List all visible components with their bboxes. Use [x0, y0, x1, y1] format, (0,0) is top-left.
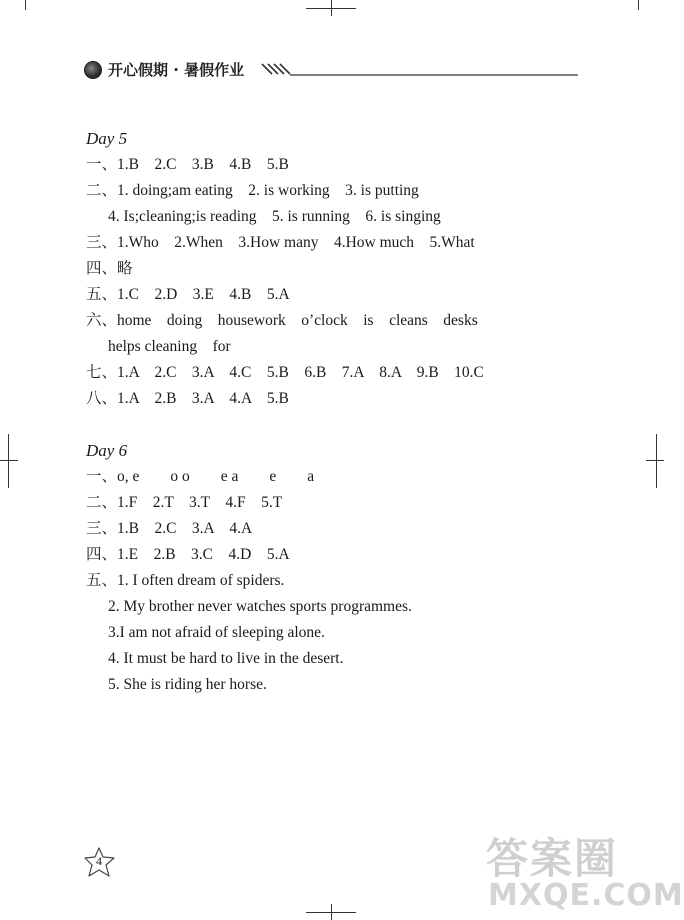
- answer-line: 一、o, e o o e a e a: [86, 468, 315, 485]
- bullet-circle-icon: [84, 61, 102, 79]
- answer-line: 4. Is;cleaning;is reading 5. is running 6. is singing: [108, 208, 441, 225]
- crop-mark-left-v: [8, 434, 9, 488]
- answer-line: 4. It must be hard to live in the desert.: [108, 650, 344, 667]
- answer-line: 五、1.C 2.D 3.E 4.B 5.A: [86, 286, 290, 303]
- answer-line: 3.I am not afraid of sleeping alone.: [108, 624, 325, 641]
- header-rule-decoration: [260, 60, 580, 80]
- watermark: [486, 826, 684, 920]
- section-gap: [86, 412, 606, 438]
- answer-line: 五、1. I often dream of spiders.: [86, 572, 285, 589]
- answer-line: 二、1.F 2.T 3.T 4.F 5.T: [86, 494, 283, 511]
- watermark-url: MXQE.COM: [488, 878, 684, 913]
- crop-mark-right-v: [656, 434, 657, 488]
- crop-mark-right-h: [646, 460, 664, 461]
- watermark-logo-text: 答案圈: [486, 834, 619, 883]
- day-heading: Day 5: [86, 129, 128, 148]
- page-number-text: 4: [96, 854, 102, 868]
- crop-mark-bottom-center-h: [306, 912, 356, 913]
- answer-line: 四、略: [86, 260, 133, 277]
- page-header: [84, 58, 584, 88]
- page-number: [84, 846, 118, 878]
- answer-line: 5. She is riding her horse.: [108, 676, 267, 693]
- answer-line: 七、1.A 2.C 3.A 4.C 5.B 6.B 7.A 8.A 9.B 10.C: [86, 364, 484, 381]
- crop-mark-top-right: [638, 0, 639, 10]
- crop-mark-top-left: [25, 0, 26, 10]
- crop-mark-left-h: [0, 460, 18, 461]
- header-title: 开心假期 · 暑假作业: [108, 61, 245, 79]
- answer-line: 二、1. doing;am eating 2. is working 3. is putting: [86, 182, 419, 199]
- answer-line: helps cleaning for: [108, 338, 231, 355]
- answer-line: 一、1.B 2.C 3.B 4.B 5.B: [86, 156, 289, 173]
- answer-line: 三、1.Who 2.When 3.How many 4.How much 5.What: [86, 234, 475, 251]
- answer-content: [86, 126, 606, 698]
- day-heading: Day 6: [86, 441, 128, 460]
- answer-line: 四、1.E 2.B 3.C 4.D 5.A: [86, 546, 290, 563]
- answer-line: 八、1.A 2.B 3.A 4.A 5.B: [86, 390, 289, 407]
- answer-line: 2. My brother never watches sports programmes.: [108, 598, 412, 615]
- answer-line: 三、1.B 2.C 3.A 4.A: [86, 520, 253, 537]
- answer-line: 六、home doing housework o’clock is cleans desks: [86, 312, 478, 329]
- crop-mark-top-center-h: [306, 8, 356, 9]
